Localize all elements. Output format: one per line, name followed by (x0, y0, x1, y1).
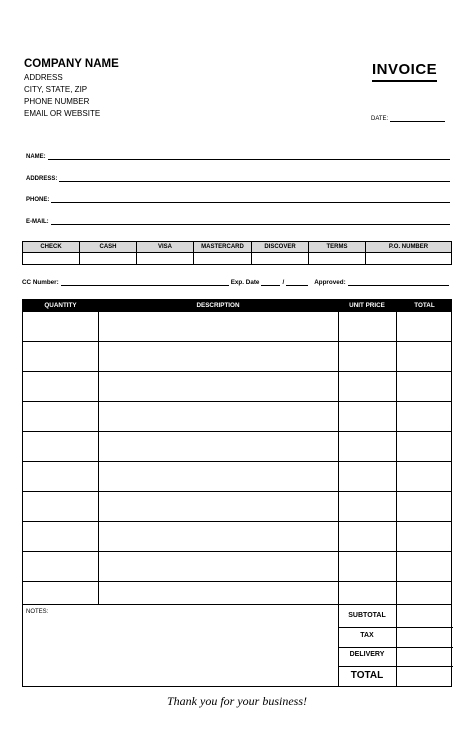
table-row[interactable] (23, 575, 451, 605)
payment-cash-cell[interactable] (80, 253, 137, 265)
payment-col-terms: TERMS (309, 242, 366, 253)
payment-visa-cell[interactable] (137, 253, 194, 265)
company-email: EMAIL OR WEBSITE (24, 109, 101, 118)
table-row[interactable] (23, 492, 451, 522)
customer-email-field[interactable] (26, 219, 450, 225)
cc-exp-label: Exp. Date (230, 279, 260, 286)
payment-discover-cell[interactable] (252, 253, 309, 265)
company-phone: PHONE NUMBER (24, 97, 90, 106)
payment-col-cash: CASH (80, 242, 137, 253)
table-row[interactable] (23, 372, 451, 402)
notes-label: NOTES: (26, 609, 49, 615)
payment-col-check: CHECK (23, 242, 80, 253)
payment-col-visa: VISA (137, 242, 194, 253)
tax-label: TAX (360, 632, 374, 639)
payment-col-mastercard: MASTERCARD (194, 242, 252, 253)
subtotal-label: SUBTOTAL (348, 612, 386, 619)
company-city-state-zip: CITY, STATE, ZIP (24, 85, 88, 94)
customer-phone-line[interactable] (51, 197, 450, 203)
delivery-label: DELIVERY (349, 651, 385, 658)
cc-approved-label: Approved: (314, 279, 346, 286)
items-col-total: TOTAL (414, 302, 435, 309)
table-row[interactable] (23, 402, 451, 432)
date-label: DATE: (371, 116, 389, 122)
payment-mastercard-cell[interactable] (194, 253, 252, 265)
thank-you-message: Thank you for your business! (167, 694, 307, 708)
customer-address-field[interactable] (26, 176, 450, 182)
date-field[interactable] (371, 116, 445, 122)
table-row[interactable] (23, 312, 451, 342)
cc-approved-line[interactable] (348, 280, 449, 286)
credit-card-row (22, 279, 451, 286)
customer-phone-label: PHONE: (26, 197, 50, 203)
customer-email-line[interactable] (51, 219, 450, 225)
table-row[interactable] (23, 432, 451, 462)
table-row[interactable] (23, 462, 451, 492)
cc-exp-slash: / (282, 279, 285, 286)
table-row[interactable] (23, 522, 451, 552)
items-col-unit-price: UNIT PRICE (349, 302, 385, 309)
customer-email-label: E-MAIL: (26, 219, 49, 225)
payment-col-discover: DISCOVER (252, 242, 309, 253)
customer-address-line[interactable] (59, 176, 450, 182)
company-address: ADDRESS (24, 73, 63, 82)
cc-exp-year-line[interactable] (286, 280, 308, 286)
summary-divider (338, 647, 453, 648)
grand-total-label: TOTAL (350, 670, 384, 681)
items-table (22, 299, 452, 687)
payment-terms-cell[interactable] (309, 253, 366, 265)
summary-divider (338, 627, 453, 628)
payment-col-po-number: P.O. NUMBER (366, 242, 452, 253)
table-row[interactable] (23, 342, 451, 372)
summary-divider (338, 666, 453, 667)
cc-exp-month-line[interactable] (261, 280, 280, 286)
items-col-description: DESCRIPTION (196, 302, 240, 309)
customer-name-field[interactable] (26, 154, 450, 160)
items-table-header (23, 300, 451, 312)
payment-check-cell[interactable] (23, 253, 80, 265)
customer-phone-field[interactable] (26, 197, 450, 203)
customer-name-label: NAME: (26, 154, 46, 160)
items-col-quantity: QUANTITY (44, 302, 77, 309)
customer-address-label: ADDRESS: (26, 176, 58, 182)
date-input-line[interactable] (390, 116, 445, 122)
payment-po-number-cell[interactable] (366, 253, 452, 265)
company-name: COMPANY NAME (24, 58, 119, 70)
cc-number-label: CC Number: (22, 279, 59, 286)
customer-name-line[interactable] (48, 154, 450, 160)
invoice-title: INVOICE (372, 61, 437, 82)
payment-method-table (22, 241, 452, 265)
cc-number-line[interactable] (61, 280, 229, 286)
